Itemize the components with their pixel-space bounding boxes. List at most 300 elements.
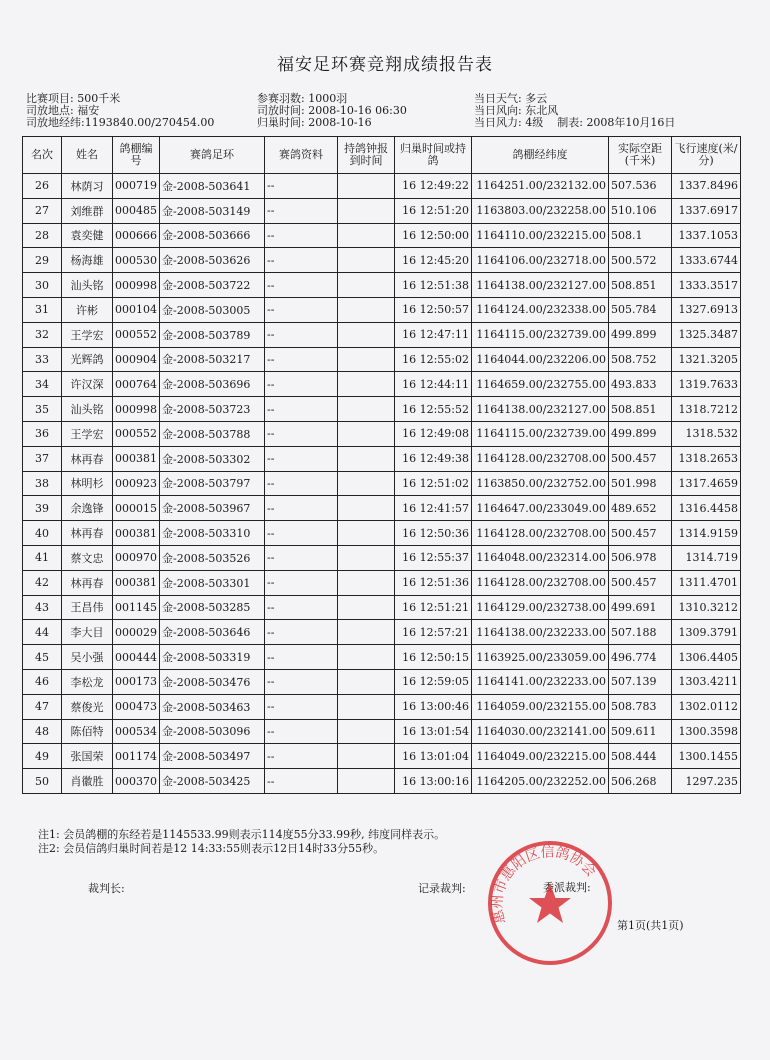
table-cell: 1306.4405 [672,645,741,670]
table-cell [338,297,395,322]
table-cell: -- [265,297,338,322]
made-label: 制表: [557,116,583,129]
table-cell [338,273,395,298]
table-cell: 16 12:49:22 [395,174,472,199]
table-cell: 1164128.00/232708.00 [472,446,609,471]
table-cell: 1303.4211 [672,669,741,694]
table-cell: 000764 [113,372,160,397]
table-cell: 000552 [113,322,160,347]
table-cell: 1164030.00/232141.00 [472,719,609,744]
table-cell: 1164115.00/232739.00 [472,322,609,347]
table-cell: -- [265,471,338,496]
col-ring: 赛鸽足环 [160,137,265,174]
table-cell: 林明杉 [62,471,113,496]
event-value: 500千米 [77,92,121,105]
wind-force-label: 当日风力: [474,116,522,129]
table-cell: 1297.235 [672,769,741,794]
table-cell: 1164059.00/232155.00 [472,694,609,719]
table-cell: 金-2008-503463 [160,694,265,719]
table-cell: 16 13:01:04 [395,744,472,769]
table-cell: 500.457 [609,521,672,546]
table-row [23,273,741,298]
event-label: 比赛项目: [26,92,74,105]
table-cell: 1163803.00/232258.00 [472,198,609,223]
table-cell: 38 [23,471,62,496]
table-row [23,198,741,223]
col-name: 姓名 [62,137,113,174]
table-cell: 金-2008-503096 [160,719,265,744]
table-cell: 000173 [113,669,160,694]
table-cell: 16 12:55:02 [395,347,472,372]
table-cell: 000104 [113,297,160,322]
table-cell: 510.106 [609,198,672,223]
release-time-value: 2008-10-16 06:30 [308,104,407,117]
table-cell: 1318.2653 [672,446,741,471]
table-cell: 金-2008-503789 [160,322,265,347]
table-row [23,223,741,248]
table-cell: -- [265,694,338,719]
table-row [23,174,741,199]
table-cell: 金-2008-503497 [160,744,265,769]
table-cell: 金-2008-503967 [160,496,265,521]
wind-dir-value: 东北风 [525,104,559,117]
release-coords-label: 司放地经纬: [26,116,85,129]
table-cell: 汕头铭 [62,273,113,298]
table-cell: 000485 [113,198,160,223]
table-cell: 16 12:57:21 [395,620,472,645]
table-row [23,769,741,794]
report-title: 福安足环赛竞翔成绩报告表 [277,55,493,75]
table-cell [338,446,395,471]
table-cell: 16 13:00:46 [395,694,472,719]
table-cell: 金-2008-503217 [160,347,265,372]
weather-label: 当日天气: [474,92,522,105]
table-cell: -- [265,248,338,273]
table-cell: 金-2008-503723 [160,397,265,422]
table-cell: 1317.4659 [672,471,741,496]
table-cell: 1302.0112 [672,694,741,719]
stamp-text: 惠州市惠阳区信鸽协会 [489,844,599,926]
table-row [23,521,741,546]
table-cell [338,545,395,570]
table-row [23,595,741,620]
table-cell [338,248,395,273]
table-cell: 1163925.00/233059.00 [472,645,609,670]
table-cell: 1164106.00/232718.00 [472,248,609,273]
header-right [474,93,675,129]
table-cell: 1164205.00/232252.00 [472,769,609,794]
table-cell: 47 [23,694,62,719]
table-cell: 1163850.00/232752.00 [472,471,609,496]
table-cell: -- [265,198,338,223]
table-cell: -- [265,744,338,769]
table-cell: 16 12:55:52 [395,397,472,422]
table-cell: 1314.9159 [672,521,741,546]
table-cell: 金-2008-503797 [160,471,265,496]
table-cell: 1318.532 [672,421,741,446]
table-cell: 1316.4458 [672,496,741,521]
table-cell: 509.611 [609,719,672,744]
table-cell: 1164138.00/232127.00 [472,273,609,298]
table-cell: 林再春 [62,521,113,546]
wind-force-value: 4级 [525,116,544,129]
table-cell: 林再春 [62,570,113,595]
table-row [23,694,741,719]
header-middle [257,93,407,129]
table-cell: 16 12:44:11 [395,372,472,397]
table-cell: 1164049.00/232215.00 [472,744,609,769]
table-cell: 16 12:51:21 [395,595,472,620]
table-cell: 000473 [113,694,160,719]
table-cell: -- [265,719,338,744]
table-cell [338,471,395,496]
table-cell: 光辉鸽 [62,347,113,372]
table-cell: -- [265,174,338,199]
wind-dir-label: 当日风向: [474,104,522,117]
table-cell: 39 [23,496,62,521]
table-cell [338,372,395,397]
table-cell: 汕头铭 [62,397,113,422]
table-cell: 蔡文忠 [62,545,113,570]
table-row [23,372,741,397]
table-cell: 1164128.00/232708.00 [472,570,609,595]
table-cell: 508.851 [609,397,672,422]
table-cell: 29 [23,248,62,273]
notes [38,828,445,856]
table-cell: 1164251.00/232132.00 [472,174,609,199]
table-cell: 金-2008-503301 [160,570,265,595]
table-cell: 45 [23,645,62,670]
table-cell: 金-2008-503302 [160,446,265,471]
col-loft-id: 鸽棚编号 [113,137,160,174]
table-cell: 000381 [113,570,160,595]
table-cell: 16 12:59:05 [395,669,472,694]
table-cell: 000381 [113,521,160,546]
table-cell: 000370 [113,769,160,794]
table-cell: 500.572 [609,248,672,273]
table-row [23,545,741,570]
table-cell: -- [265,669,338,694]
table-cell: 16 13:01:54 [395,719,472,744]
table-cell: 王学宏 [62,421,113,446]
table-cell [338,347,395,372]
table-cell: 499.899 [609,421,672,446]
table-cell [338,620,395,645]
table-cell: 16 12:49:08 [395,421,472,446]
table-row [23,297,741,322]
table-cell: 肖徽胜 [62,769,113,794]
table-cell: 王学宏 [62,322,113,347]
table-cell: 张国荣 [62,744,113,769]
table-row [23,446,741,471]
table-cell [338,595,395,620]
table-cell: 000719 [113,174,160,199]
table-cell: 16 12:51:38 [395,273,472,298]
table-cell [338,744,395,769]
release-time-label: 司放时间: [257,104,305,117]
table-cell [338,769,395,794]
table-cell: 蔡俊光 [62,694,113,719]
table-cell: 1337.8496 [672,174,741,199]
table-cell: 16 12:50:00 [395,223,472,248]
table-row [23,397,741,422]
table-cell: -- [265,645,338,670]
table-body [23,174,741,794]
table-cell: 496.774 [609,645,672,670]
col-info: 赛鸽资料 [265,137,338,174]
table-cell: 000381 [113,446,160,471]
table-cell: 1164124.00/232338.00 [472,297,609,322]
table-cell: 1333.6744 [672,248,741,273]
table-cell: 507.188 [609,620,672,645]
table-cell: 16 12:51:36 [395,570,472,595]
table-cell: 金-2008-503285 [160,595,265,620]
table-row [23,248,741,273]
table-cell: 1309.3791 [672,620,741,645]
table-cell: 40 [23,521,62,546]
release-place-value: 福安 [77,104,100,117]
table-cell: 刘维群 [62,198,113,223]
table-cell: -- [265,397,338,422]
table-cell: 李松龙 [62,669,113,694]
table-cell: 30 [23,273,62,298]
table-row [23,744,741,769]
table-cell: 王昌伟 [62,595,113,620]
table-cell: 000444 [113,645,160,670]
table-cell: 50 [23,769,62,794]
table-cell: 42 [23,570,62,595]
table-cell: 34 [23,372,62,397]
table-cell: 吴小强 [62,645,113,670]
table-cell: 16 12:50:57 [395,297,472,322]
table-cell: -- [265,446,338,471]
table-cell [338,198,395,223]
table-cell: 1310.3212 [672,595,741,620]
table-cell: 32 [23,322,62,347]
table-cell: 李大目 [62,620,113,645]
table-cell: 金-2008-503696 [160,372,265,397]
table-cell: 陈佰特 [62,719,113,744]
table-cell: 1164115.00/232739.00 [472,421,609,446]
results-table [22,136,741,794]
release-place-label: 司放地点: [26,104,74,117]
table-cell: 金-2008-503425 [160,769,265,794]
table-cell [338,397,395,422]
table-cell: 41 [23,545,62,570]
table-cell: 499.691 [609,595,672,620]
table-row [23,669,741,694]
table-cell: 499.899 [609,322,672,347]
table-cell: -- [265,496,338,521]
table-cell: 000666 [113,223,160,248]
table-cell: 1325.3487 [672,322,741,347]
table-cell [338,645,395,670]
table-cell: 500.457 [609,446,672,471]
table-cell [338,669,395,694]
table-cell: 1164048.00/232314.00 [472,545,609,570]
table-cell: 508.1 [609,223,672,248]
table-cell: 46 [23,669,62,694]
table-cell: 505.784 [609,297,672,322]
table-cell: 金-2008-503476 [160,669,265,694]
col-rank: 名次 [23,137,62,174]
table-cell: -- [265,347,338,372]
table-cell: 508.444 [609,744,672,769]
table-cell: 金-2008-503149 [160,198,265,223]
table-cell: 杨海雄 [62,248,113,273]
table-cell: 金-2008-503626 [160,248,265,273]
table-cell: 16 12:41:57 [395,496,472,521]
table-cell [338,570,395,595]
table-cell: 1319.7633 [672,372,741,397]
note-2: 注2: 会员信鸽归巢时间若是12 14:33:55则表示12日14时33分55秒。 [38,842,385,855]
table-cell: 1300.3598 [672,719,741,744]
table-row [23,645,741,670]
table-cell: 000530 [113,248,160,273]
table-row [23,347,741,372]
table-cell: 1164044.00/232206.00 [472,347,609,372]
table-cell: 1300.1455 [672,744,741,769]
table-row [23,471,741,496]
release-coords-value: 1193840.00/270454.00 [84,116,215,129]
table-cell: -- [265,570,338,595]
table-cell: 金-2008-503722 [160,273,265,298]
table-row [23,719,741,744]
table-cell: -- [265,223,338,248]
table-cell: 000534 [113,719,160,744]
table-cell: 500.457 [609,570,672,595]
table-cell: 1333.3517 [672,273,741,298]
table-cell: 000970 [113,545,160,570]
table-cell: 16 12:45:20 [395,248,472,273]
table-cell: 1164647.00/233049.00 [472,496,609,521]
table-cell [338,719,395,744]
table-cell: 508.752 [609,347,672,372]
table-row [23,421,741,446]
note-1: 注1: 会员鸽棚的东经若是1145533.99则表示114度55分33.99秒, 纬度同样表示。 [38,828,446,841]
table-cell: 1164138.00/232127.00 [472,397,609,422]
table-cell: 1337.6917 [672,198,741,223]
table-cell: 000904 [113,347,160,372]
table-cell: 508.851 [609,273,672,298]
table-cell: 506.268 [609,769,672,794]
table-cell: 31 [23,297,62,322]
table-cell: 1164110.00/232215.00 [472,223,609,248]
association-stamp [485,838,615,968]
table-cell: 金-2008-503788 [160,421,265,446]
table-cell: 1164659.00/232755.00 [472,372,609,397]
table-cell: 49 [23,744,62,769]
table-row [23,620,741,645]
table-cell: 26 [23,174,62,199]
table-cell [338,496,395,521]
table-cell: 金-2008-503319 [160,645,265,670]
table-cell: 000998 [113,397,160,422]
table-cell: 袁奕健 [62,223,113,248]
page-number: 第1页(共1页) [617,919,684,932]
table-cell: 林荫习 [62,174,113,199]
table-cell: 16 12:55:37 [395,545,472,570]
table-cell: -- [265,769,338,794]
table-cell: 506.978 [609,545,672,570]
table-cell [338,421,395,446]
table-cell: 36 [23,421,62,446]
table-row [23,322,741,347]
table-cell: 000923 [113,471,160,496]
table-cell: 43 [23,595,62,620]
table-cell: -- [265,421,338,446]
return-time-label: 归巢时间: [257,116,305,129]
table-cell: 000552 [113,421,160,446]
table-cell: 501.998 [609,471,672,496]
col-speed: 飞行速度(米/分) [672,137,741,174]
table-cell: 16 12:51:20 [395,198,472,223]
table-cell: 金-2008-503646 [160,620,265,645]
table-cell: 1337.1053 [672,223,741,248]
table-cell [338,322,395,347]
col-arrival: 归巢时间或持鸽 [395,137,472,174]
table-cell: 16 12:50:36 [395,521,472,546]
table-cell: 1164141.00/232233.00 [472,669,609,694]
return-time-value: 2008-10-16 [308,116,372,129]
col-distance: 实际空距(千米) [609,137,672,174]
table-cell: 1164138.00/232233.00 [472,620,609,645]
table-cell: 16 12:51:02 [395,471,472,496]
table-cell: 林再春 [62,446,113,471]
table-cell: 507.536 [609,174,672,199]
star-icon [529,883,571,923]
table-cell [338,694,395,719]
table-cell: 16 13:00:16 [395,769,472,794]
table-cell: 16 12:47:11 [395,322,472,347]
table-cell: 1164129.00/232738.00 [472,595,609,620]
entries-label: 参赛羽数: [257,92,305,105]
table-cell: 16 12:49:38 [395,446,472,471]
made-value: 2008年10月16日 [586,116,676,129]
table-cell: 16 12:50:15 [395,645,472,670]
table-cell: 1164128.00/232708.00 [472,521,609,546]
table-cell [338,174,395,199]
table-cell: 许彬 [62,297,113,322]
table-cell: -- [265,620,338,645]
referee-head-label: 裁判长: [88,882,125,895]
table-cell: 1321.3205 [672,347,741,372]
table-cell: 金-2008-503641 [160,174,265,199]
table-cell: 1327.6913 [672,297,741,322]
table-cell: 001174 [113,744,160,769]
entries-value: 1000羽 [308,92,348,105]
table-cell: -- [265,545,338,570]
table-row [23,496,741,521]
appointed-referee-label: 委派裁判: [543,881,591,894]
table-cell: 余逸锋 [62,496,113,521]
table-cell: 35 [23,397,62,422]
table-cell: 1314.719 [672,545,741,570]
record-referee-label: 记录裁判: [418,882,466,895]
table-cell: 1318.7212 [672,397,741,422]
table-cell: -- [265,595,338,620]
table-cell: 000029 [113,620,160,645]
table-row [23,570,741,595]
table-cell: -- [265,322,338,347]
weather-value: 多云 [525,92,548,105]
table-cell: 金-2008-503310 [160,521,265,546]
table-cell: 金-2008-503526 [160,545,265,570]
table-cell: 1311.4701 [672,570,741,595]
table-cell: 37 [23,446,62,471]
table-cell: 28 [23,223,62,248]
table-cell: -- [265,372,338,397]
